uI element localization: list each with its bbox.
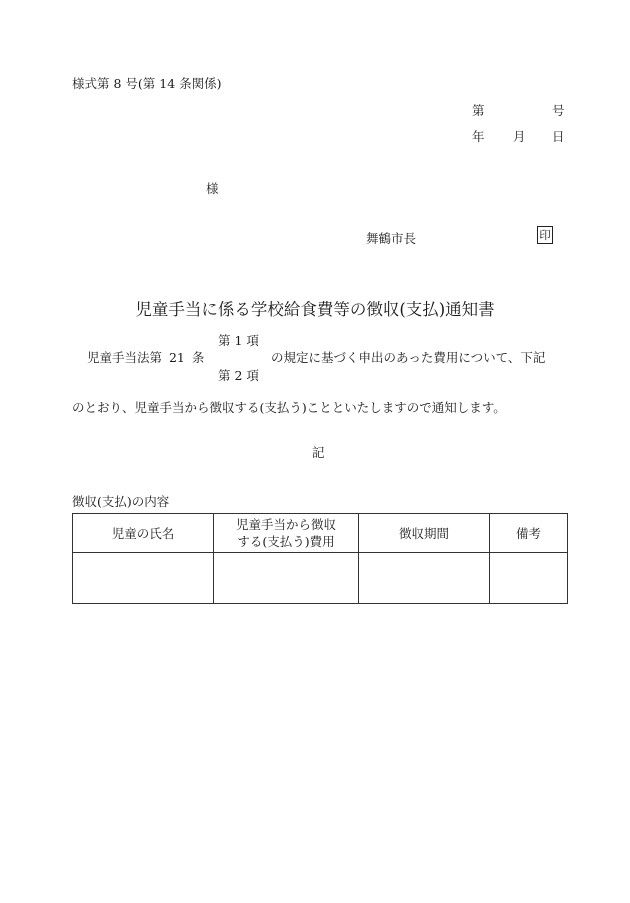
table-row bbox=[73, 553, 568, 604]
table-caption: 徴収(支払)の内容 bbox=[72, 494, 170, 509]
date-year-label: 年 bbox=[472, 129, 485, 144]
document-title: 児童手当に係る学校給食費等の徴収(支払)通知書 bbox=[135, 300, 495, 319]
document-number-prefix: 第 bbox=[472, 103, 485, 118]
law-item-1: 第 1 項 bbox=[218, 333, 259, 348]
header-child-name: 児童の氏名 bbox=[73, 514, 214, 553]
cell-period bbox=[359, 553, 490, 604]
header-remarks: 備考 bbox=[490, 514, 568, 553]
ki-heading: 記 bbox=[312, 445, 325, 460]
cell-remarks bbox=[490, 553, 568, 604]
seal-mark: 印 bbox=[537, 226, 553, 244]
cell-cost bbox=[214, 553, 359, 604]
header-cost-line-1: 児童手当から徴収 bbox=[235, 517, 336, 532]
date-month-label: 月 bbox=[513, 129, 526, 144]
law-item-2: 第 2 項 bbox=[218, 368, 259, 383]
header-period: 徴収期間 bbox=[359, 514, 490, 553]
date-day-label: 日 bbox=[552, 129, 565, 144]
table-header-row bbox=[73, 514, 568, 553]
document-number-suffix: 号 bbox=[552, 103, 565, 118]
law-reference: 児童手当法第 21 条 bbox=[87, 350, 205, 365]
collection-details-table bbox=[72, 513, 568, 604]
header-cost bbox=[214, 514, 359, 553]
addressee-honorific: 様 bbox=[206, 181, 219, 196]
body-text-line-1: の規定に基づく申出のあった費用について、下記 bbox=[271, 350, 546, 365]
cell-child-name bbox=[73, 553, 214, 604]
body-text-line-2: のとおり、児童手当から徴収する(支払う)ことといたしますので通知します。 bbox=[72, 400, 506, 415]
form-number: 様式第 8 号(第 14 条関係) bbox=[72, 76, 222, 91]
header-cost-line-2: する(支払う)費用 bbox=[237, 534, 335, 549]
sender-name: 舞鶴市長 bbox=[366, 231, 417, 246]
